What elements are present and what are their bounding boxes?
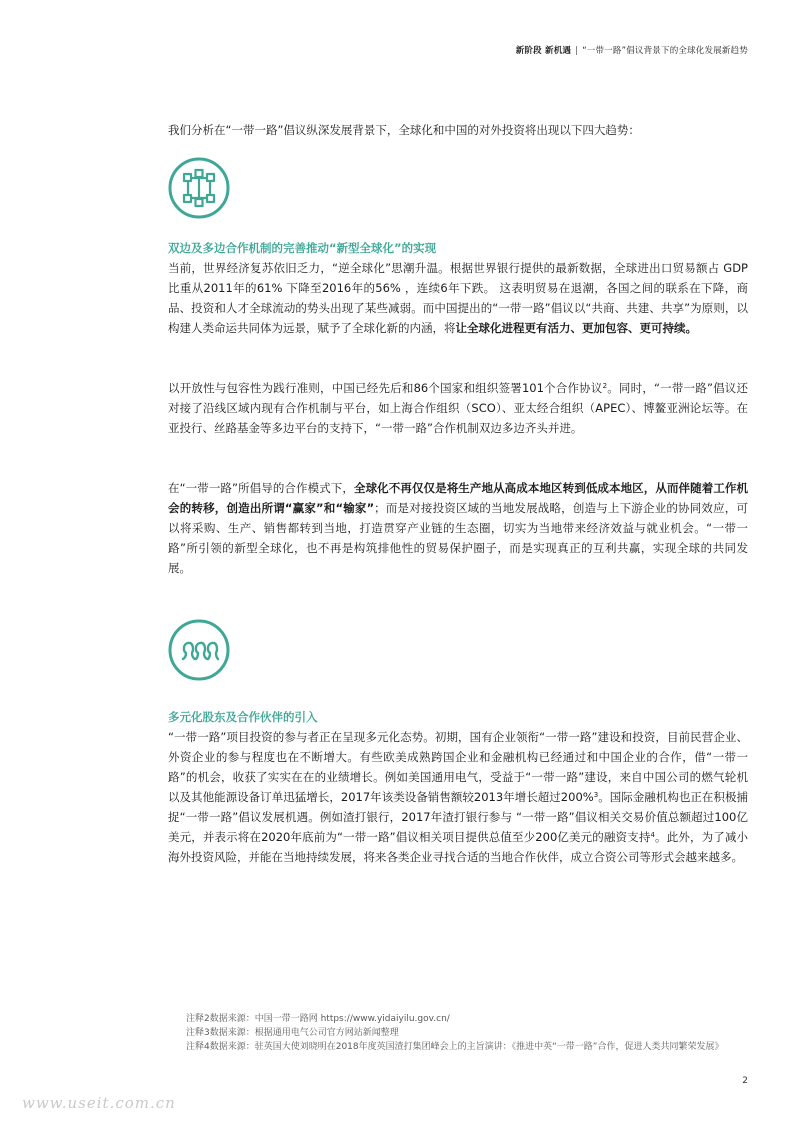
footnote-ref-2: 2 bbox=[602, 382, 608, 390]
footnote-ref-4: 4 bbox=[650, 831, 655, 839]
section1-paragraph-2 bbox=[168, 378, 748, 438]
footnotes bbox=[186, 1012, 766, 1054]
section1-p1-text: 当前，世界经济复苏依旧乏力，“逆全球化”思潮升温。根据世界银行提供的最新数据，全球进出口贸易额占 GDP 比重从2011年的61% 下降至2016年的56% ，连续6年下跌。 这表明贸易在退潮，各国之间的联系在下降，商品、投资和人才全球流动的势头出现了某些减弱。而中国提出的“一带一路”倡议以“共商、共建、共享”为原则，以构建人类命运共同体为远景，赋予了全球化新的内涵，将 bbox=[168, 261, 748, 335]
section1-paragraph-3 bbox=[168, 478, 748, 578]
section2-p1-text-end: 。此外，为了减小海外投资风险，并能在当地持续发展，将来各类企业寻找合适的当地合作伙伴，成立合资公司等形式会越来越多。 bbox=[168, 830, 748, 864]
footnote-3: 注释3数据来源：根据通用电气公司官方网站新闻整理 bbox=[186, 1028, 399, 1038]
header-left: 新阶段 新机遇 bbox=[515, 46, 572, 56]
intro-text: 我们分析在“一带一路”倡议纵深发展背景下，全球化和中国的对外投资将出现以下四大趋势： bbox=[168, 123, 640, 137]
footnote-4: 注释4数据来源：驻英国大使刘晓明在2018年度英国渣打集团峰会上的主旨演讲：《推进中英“一带一路”合作，促进人类共同繁荣发展》 bbox=[186, 1042, 724, 1052]
page-number: 2 bbox=[742, 1076, 748, 1086]
section1-title: 双边及多边合作机制的完善推动“新型全球化”的实现 bbox=[168, 241, 437, 255]
section1-paragraph-1 bbox=[168, 258, 748, 338]
section2-title: 多元化股东及合作伙伴的引入 bbox=[168, 710, 318, 724]
section1-p3-text-cont: ；而是对接投资区域的当地发展战略，创造与上下游企业的协同效应，可以将采购、生产、销售都转到当地，打造贯穿产业链的生态圈，切实为当地带来经济效益与就业机会。“一带一路”所引领的新型全球化，也不再是构筑排他性的贸易保护圈子，而是实现真正的互利共赢，实现全球的共同发展。 bbox=[168, 501, 748, 575]
section1-p3-text: 在“一带一路”所倡导的合作模式下， bbox=[168, 481, 354, 495]
footnote-2: 注释2数据来源：中国一带一路网 https://www.yidaiyilu.gov.cn/ bbox=[186, 1014, 450, 1024]
section1-p2-text-cont: 。同时，“一带一路”倡议还对接了沿线区域内现有合作机制与平台，如上海合作组织（SCO）、亚太经合组织（APEC）、博鳌亚洲论坛等。在亚投行、丝路基金等多边平台的支持下，“一带一路”合作机制双边多边齐头并进。 bbox=[168, 381, 748, 435]
section2-p1-text: “一带一路”项目投资的参与者正在呈现多元化态势。初期，国有企业领衔“一带一路”建设和投资，目前民营企业、外资企业的参与程度也在不断增大。有些欧美成熟跨国企业和金融机构已经通过和中国企业的合作，借“一带一路”的机会，收获了实实在在的业绩增长。例如美国通用电气，受益于“一带一路”建设，来自中国公司的燃气轮机以及其他能源设备订单迅猛增长，2017年该类设备销售额较2013年增长超过200% bbox=[168, 730, 748, 804]
section2-paragraph-1 bbox=[168, 727, 748, 867]
section2-p1-text-cont: 。国际金融机构也正在积极捕捉“一带一路”倡议发展机遇。例如渣打银行，2017年渣打银行参与 “一带一路”倡议相关交易价值总额超过100亿美元，并表示将在2020年底前为“一带一路”倡议相关项目提供总值至少200亿美元的融资支持 bbox=[168, 790, 748, 844]
network-nodes-icon bbox=[167, 156, 231, 220]
section1-p3-emphasis: 全球化不再仅仅是将生产地从高成本地区转到低成本地区，从而伴随着工作机会的转移，创造出所谓“赢家”和“输家” bbox=[168, 481, 749, 515]
people-partners-icon bbox=[167, 618, 231, 682]
watermark: www.useit.com.cn bbox=[22, 1094, 176, 1112]
running-header bbox=[516, 44, 748, 56]
header-right: “一带一路”倡议背景下的全球化发展新趋势 bbox=[582, 46, 748, 56]
section1-p1-emphasis: 让全球化进程更有活力、更加包容、更可持续。 bbox=[455, 321, 697, 335]
section1-p2-text: 以开放性与包容性为践行准则，中国已经先后和86个国家和组织签署101个合作协议 bbox=[168, 381, 603, 395]
header-separator: | bbox=[575, 46, 579, 56]
footnote-ref-3: 3 bbox=[593, 791, 599, 799]
